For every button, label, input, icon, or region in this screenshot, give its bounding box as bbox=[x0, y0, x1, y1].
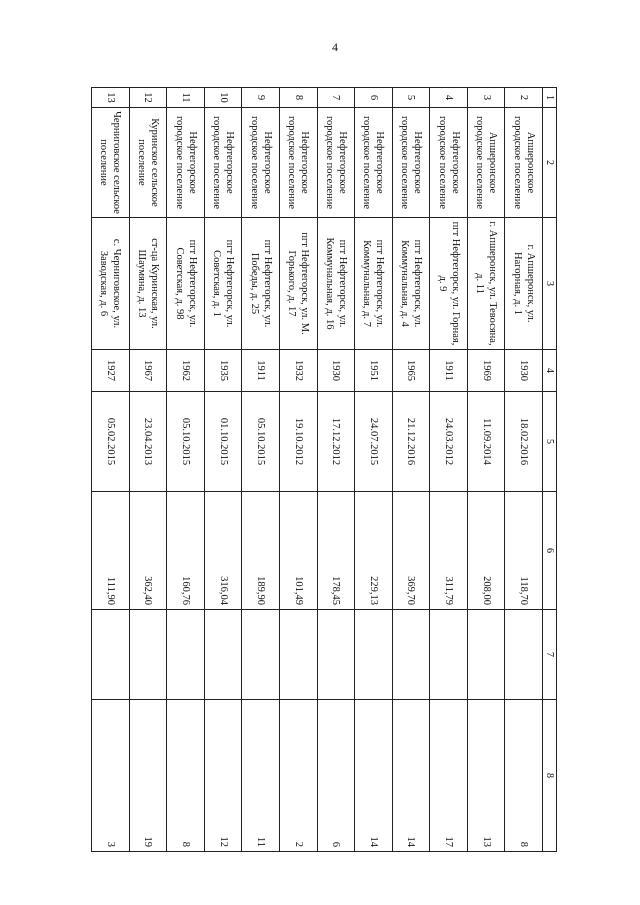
page-number: 4 bbox=[332, 40, 338, 54]
column-number: 5 bbox=[543, 392, 557, 492]
table-row bbox=[430, 88, 468, 852]
count-cell: 3 bbox=[92, 700, 130, 852]
address-cell: пгт Нефтегорск, ул. Коммунальная, д. 7 bbox=[355, 218, 393, 350]
count-cell: 14 bbox=[355, 700, 393, 852]
address-cell: пгт Нефтегорск, ул. М. Горького, д. 17 bbox=[279, 218, 317, 350]
year-cell: 1935 bbox=[204, 350, 242, 392]
year-cell: 1930 bbox=[317, 350, 355, 392]
settlement-cell: Нефтегорское городское поселение bbox=[167, 108, 205, 218]
address-cell: пгт Нефтегорск, ул. Советская, д. 1 bbox=[204, 218, 242, 350]
date-cell: 11.09.2014 bbox=[467, 392, 505, 492]
address-cell: г. Апшеронск, ул. Тевосяна, д. 11 bbox=[467, 218, 505, 350]
year-cell: 1951 bbox=[355, 350, 393, 392]
column-number: 1 bbox=[543, 88, 557, 108]
count-cell: 2 bbox=[279, 700, 317, 852]
area-cell: 101,49 bbox=[279, 492, 317, 610]
count-cell: 8 bbox=[167, 700, 205, 852]
count-cell: 11 bbox=[242, 700, 280, 852]
table-row bbox=[92, 88, 130, 852]
row-number-cell: 6 bbox=[355, 88, 393, 108]
count-cell: 17 bbox=[430, 700, 468, 852]
column-number: 6 bbox=[543, 492, 557, 610]
empty-cell bbox=[242, 610, 280, 700]
settlement-cell: Нефтегорское городское поселение bbox=[430, 108, 468, 218]
column-number: 4 bbox=[543, 350, 557, 392]
area-cell: 229,13 bbox=[355, 492, 393, 610]
date-cell: 01.10.2015 bbox=[204, 392, 242, 492]
count-cell: 19 bbox=[129, 700, 167, 852]
settlement-cell: Нефтегорское городское поселение bbox=[317, 108, 355, 218]
empty-cell bbox=[505, 610, 543, 700]
count-cell: 8 bbox=[505, 700, 543, 852]
settlement-cell: Нефтегорское городское поселение bbox=[355, 108, 393, 218]
date-cell: 23.04.2013 bbox=[129, 392, 167, 492]
address-cell: пгт Нефтегорск, ул. Победы, д. 25 bbox=[242, 218, 280, 350]
address-cell: пгт Нефтегорск, ул. Коммунальная, д. 4 bbox=[392, 218, 430, 350]
column-number: 8 bbox=[543, 700, 557, 852]
count-cell: 12 bbox=[204, 700, 242, 852]
year-cell: 1969 bbox=[467, 350, 505, 392]
empty-cell bbox=[129, 610, 167, 700]
column-number-row bbox=[543, 88, 557, 852]
empty-cell bbox=[167, 610, 205, 700]
year-cell: 1932 bbox=[279, 350, 317, 392]
empty-cell bbox=[279, 610, 317, 700]
date-cell: 05.10.2015 bbox=[167, 392, 205, 492]
housing-table bbox=[91, 87, 557, 852]
settlement-cell: Нефтегорское городское поселение bbox=[204, 108, 242, 218]
table-row bbox=[167, 88, 205, 852]
date-cell: 21.12.2016 bbox=[392, 392, 430, 492]
row-number-cell: 8 bbox=[279, 88, 317, 108]
count-cell: 14 bbox=[392, 700, 430, 852]
row-number-cell: 13 bbox=[92, 88, 130, 108]
year-cell: 1967 bbox=[129, 350, 167, 392]
column-number: 7 bbox=[543, 610, 557, 700]
settlement-cell: Нефтегорское городское поселение bbox=[392, 108, 430, 218]
settlement-cell: Нефтегорское городское поселение bbox=[242, 108, 280, 218]
row-number-cell: 4 bbox=[430, 88, 468, 108]
year-cell: 1927 bbox=[92, 350, 130, 392]
area-cell: 316,04 bbox=[204, 492, 242, 610]
column-number: 2 bbox=[543, 108, 557, 218]
table-row bbox=[355, 88, 393, 852]
column-number: 3 bbox=[543, 218, 557, 350]
area-cell: 208,00 bbox=[467, 492, 505, 610]
row-number-cell: 12 bbox=[129, 88, 167, 108]
table-row bbox=[317, 88, 355, 852]
area-cell: 362,40 bbox=[129, 492, 167, 610]
empty-cell bbox=[204, 610, 242, 700]
date-cell: 05.02.2015 bbox=[92, 392, 130, 492]
table-row bbox=[204, 88, 242, 852]
date-cell: 05.10.2015 bbox=[242, 392, 280, 492]
count-cell: 13 bbox=[467, 700, 505, 852]
address-cell: с. Черниговское, ул. Заводская, д. 6 bbox=[92, 218, 130, 350]
row-number-cell: 2 bbox=[505, 88, 543, 108]
table-body bbox=[92, 88, 557, 852]
year-cell: 1911 bbox=[430, 350, 468, 392]
address-cell: пгт Нефтегорск, ул. Коммунальная, д. 16 bbox=[317, 218, 355, 350]
settlement-cell: Апшеронское городское поселение bbox=[505, 108, 543, 218]
empty-cell bbox=[355, 610, 393, 700]
year-cell: 1930 bbox=[505, 350, 543, 392]
date-cell: 18.02.2016 bbox=[505, 392, 543, 492]
year-cell: 1911 bbox=[242, 350, 280, 392]
address-cell: пгт Нефтегорск, ул. Советская, д. 98 bbox=[167, 218, 205, 350]
settlement-cell: Куринское сельское поселение bbox=[129, 108, 167, 218]
date-cell: 24.07.2015 bbox=[355, 392, 393, 492]
date-cell: 17.12.2012 bbox=[317, 392, 355, 492]
count-cell: 6 bbox=[317, 700, 355, 852]
address-cell: пгт Нефтегорск, ул. Горная, д. 9 bbox=[430, 218, 468, 350]
area-cell: 160,76 bbox=[167, 492, 205, 610]
row-number-cell: 11 bbox=[167, 88, 205, 108]
date-cell: 19.10.2012 bbox=[279, 392, 317, 492]
settlement-cell: Нефтегорское городское поселение bbox=[279, 108, 317, 218]
empty-cell bbox=[430, 610, 468, 700]
row-number-cell: 7 bbox=[317, 88, 355, 108]
area-cell: 189,90 bbox=[242, 492, 280, 610]
table-row bbox=[467, 88, 505, 852]
area-cell: 111,90 bbox=[92, 492, 130, 610]
year-cell: 1965 bbox=[392, 350, 430, 392]
address-cell: ст-ца Куринская, ул. Шаумяна, д. 13 bbox=[129, 218, 167, 350]
table-row bbox=[279, 88, 317, 852]
row-number-cell: 5 bbox=[392, 88, 430, 108]
area-cell: 311,79 bbox=[430, 492, 468, 610]
table-container bbox=[91, 87, 557, 851]
settlement-cell: Апшеронское городское поселение bbox=[467, 108, 505, 218]
empty-cell bbox=[92, 610, 130, 700]
table-row bbox=[129, 88, 167, 852]
area-cell: 178,45 bbox=[317, 492, 355, 610]
empty-cell bbox=[392, 610, 430, 700]
row-number-cell: 10 bbox=[204, 88, 242, 108]
table-row bbox=[505, 88, 543, 852]
row-number-cell: 9 bbox=[242, 88, 280, 108]
table-row bbox=[242, 88, 280, 852]
year-cell: 1962 bbox=[167, 350, 205, 392]
address-cell: г. Апшеронск, ул. Нагорная, д. 1 bbox=[505, 218, 543, 350]
area-cell: 118,70 bbox=[505, 492, 543, 610]
empty-cell bbox=[467, 610, 505, 700]
row-number-cell: 3 bbox=[467, 88, 505, 108]
settlement-cell: Черниговское сельское поселение bbox=[92, 108, 130, 218]
table-row bbox=[392, 88, 430, 852]
area-cell: 369,70 bbox=[392, 492, 430, 610]
date-cell: 24.03.2012 bbox=[430, 392, 468, 492]
empty-cell bbox=[317, 610, 355, 700]
